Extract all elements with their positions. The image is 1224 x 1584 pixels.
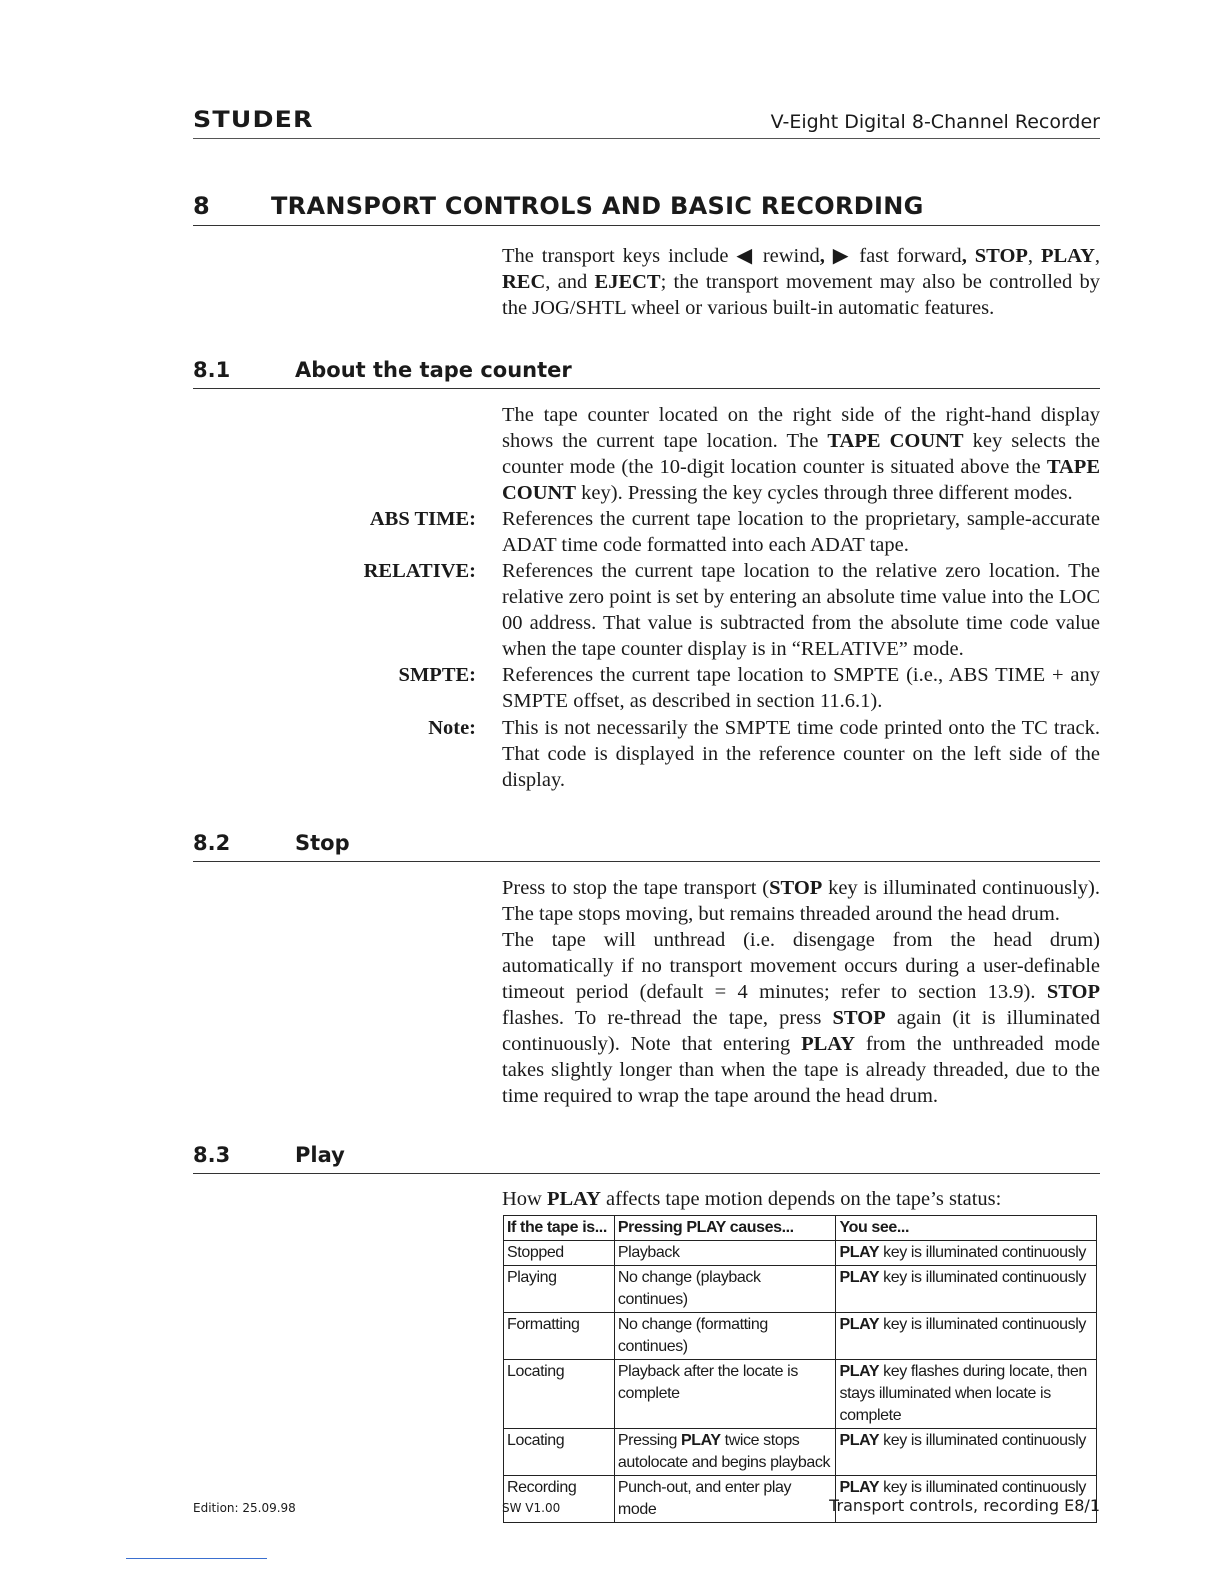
def-label-abs-time: ABS TIME: <box>369 508 476 530</box>
table-cell: Locating <box>504 1429 615 1476</box>
table-row <box>504 1266 1097 1313</box>
table-row <box>504 1313 1097 1360</box>
chapter-rule <box>193 225 1100 226</box>
fast-forward-icon: ▶ <box>832 245 852 267</box>
section-rule <box>193 1173 1100 1174</box>
def-label-relative: RELATIVE: <box>363 560 476 582</box>
table-row <box>504 1429 1097 1476</box>
table-cell: PLAY key flashes during locate, then stays illuminated when locate is complete <box>836 1360 1097 1429</box>
section-rule <box>193 388 1100 389</box>
def-text-relative: References the current tape location to the relative zero location. The relative zero point is set by entering an absolute time value into the LOC 00 address. That value is subtracted from the absolute time code value when the tape counter display is in “RELATIVE” mode. <box>502 560 1100 660</box>
header-rule <box>193 138 1100 139</box>
section-number: 8.2 <box>193 831 231 855</box>
table-cell: Locating <box>504 1360 615 1429</box>
table-cell: Recording <box>504 1476 615 1523</box>
section-rule <box>193 861 1100 862</box>
table-cell: No change (playback continues) <box>614 1266 836 1313</box>
table-cell: PLAY key is illuminated continuously <box>836 1476 1097 1523</box>
def-text-smpte: References the current tape location to SMPTE (i.e., ABS TIME + any SMPTE offset, as described in section 11.6.1). <box>502 664 1100 712</box>
stop-paragraph-2: The tape will unthread (i.e. disengage from the head drum) automatically if no transport movement occurs during a user-definable timeout period (default = 4 minutes; refer to section 13.9). STOP flashes. To re-thread the tape, press STOP again (it is illuminated continuously). Note that entering PLAY from the unthreaded mode takes slightly longer than when the tape is already threaded, due to the time required to wrap the tape around the head drum. <box>502 929 1101 1107</box>
stop-paragraph-1: Press to stop the tape transport (STOP key is illuminated continuously). The tape stops moving, but remains threaded around the head drum. <box>502 877 1100 925</box>
section-title: Play <box>295 1143 345 1167</box>
footer-software-version: SW V1.00 <box>502 1501 561 1515</box>
tape-counter-intro: The tape counter located on the right side of the right-hand display shows the current tape location. The TAPE COUNT key selects the counter mode (the 10-digit location counter is situated above the TAPE COUNT key). Pressing the key cycles through three different modes. <box>502 404 1101 504</box>
rewind-icon: ◀ <box>736 245 755 267</box>
table-cell: Playback <box>614 1241 836 1266</box>
table-row <box>504 1360 1097 1429</box>
section-title: Stop <box>295 831 350 855</box>
table-header: Pressing PLAY causes... <box>614 1216 836 1241</box>
table-cell: PLAY key is illuminated continuously <box>836 1429 1097 1476</box>
play-behavior-table <box>503 1215 1097 1523</box>
table-cell: Formatting <box>504 1313 615 1360</box>
section-title: About the tape counter <box>295 358 572 382</box>
chapter-title: TRANSPORT CONTROLS AND BASIC RECORDING <box>271 192 924 220</box>
footer-page-reference: Transport controls, recording E8/1 <box>829 1496 1100 1515</box>
chapter-intro: The transport keys include ◀ rewind, ▶ fast forward, STOP, PLAY, REC, and EJECT; the transport movement may also be controlled by the JOG/SHTL wheel or various built-in automatic features. <box>502 245 1101 319</box>
table-cell: No change (formatting continues) <box>614 1313 836 1360</box>
table-cell: PLAY key is illuminated continuously <box>836 1313 1097 1360</box>
table-cell: Playback after the locate is complete <box>614 1360 836 1429</box>
table-cell: PLAY key is illuminated continuously <box>836 1266 1097 1313</box>
def-text-abs-time: References the current tape location to the proprietary, sample-accurate ADAT time code formatted into each ADAT tape. <box>502 508 1100 556</box>
section-number: 8.3 <box>193 1143 231 1167</box>
table-cell: PLAY key is illuminated continuously <box>836 1241 1097 1266</box>
def-label-note: Note: <box>428 717 476 739</box>
footnote-rule <box>126 1558 267 1559</box>
table-cell: Playing <box>504 1266 615 1313</box>
chapter-number: 8 <box>193 192 210 220</box>
table-header-row <box>504 1216 1097 1241</box>
section-number: 8.1 <box>193 358 231 382</box>
table-cell: Punch-out, and enter play mode <box>614 1476 836 1523</box>
def-label-smpte: SMPTE: <box>398 664 476 686</box>
table-row <box>504 1241 1097 1266</box>
table-cell: Pressing PLAY twice stops autolocate and begins playback <box>614 1429 836 1476</box>
table-header: If the tape is... <box>504 1216 615 1241</box>
table-header: You see... <box>836 1216 1097 1241</box>
footer-edition: Edition: 25.09.98 <box>193 1501 296 1515</box>
play-intro: How PLAY affects tape motion depends on the tape’s status: <box>502 1188 1002 1210</box>
document-title: V-Eight Digital 8-Channel Recorder <box>770 111 1100 133</box>
def-text-note: This is not necessarily the SMPTE time code printed onto the TC track. That code is displayed in the reference counter on the left side of the display. <box>502 717 1100 791</box>
table-cell: Stopped <box>504 1241 615 1266</box>
studer-logo: STUDER <box>193 108 314 133</box>
